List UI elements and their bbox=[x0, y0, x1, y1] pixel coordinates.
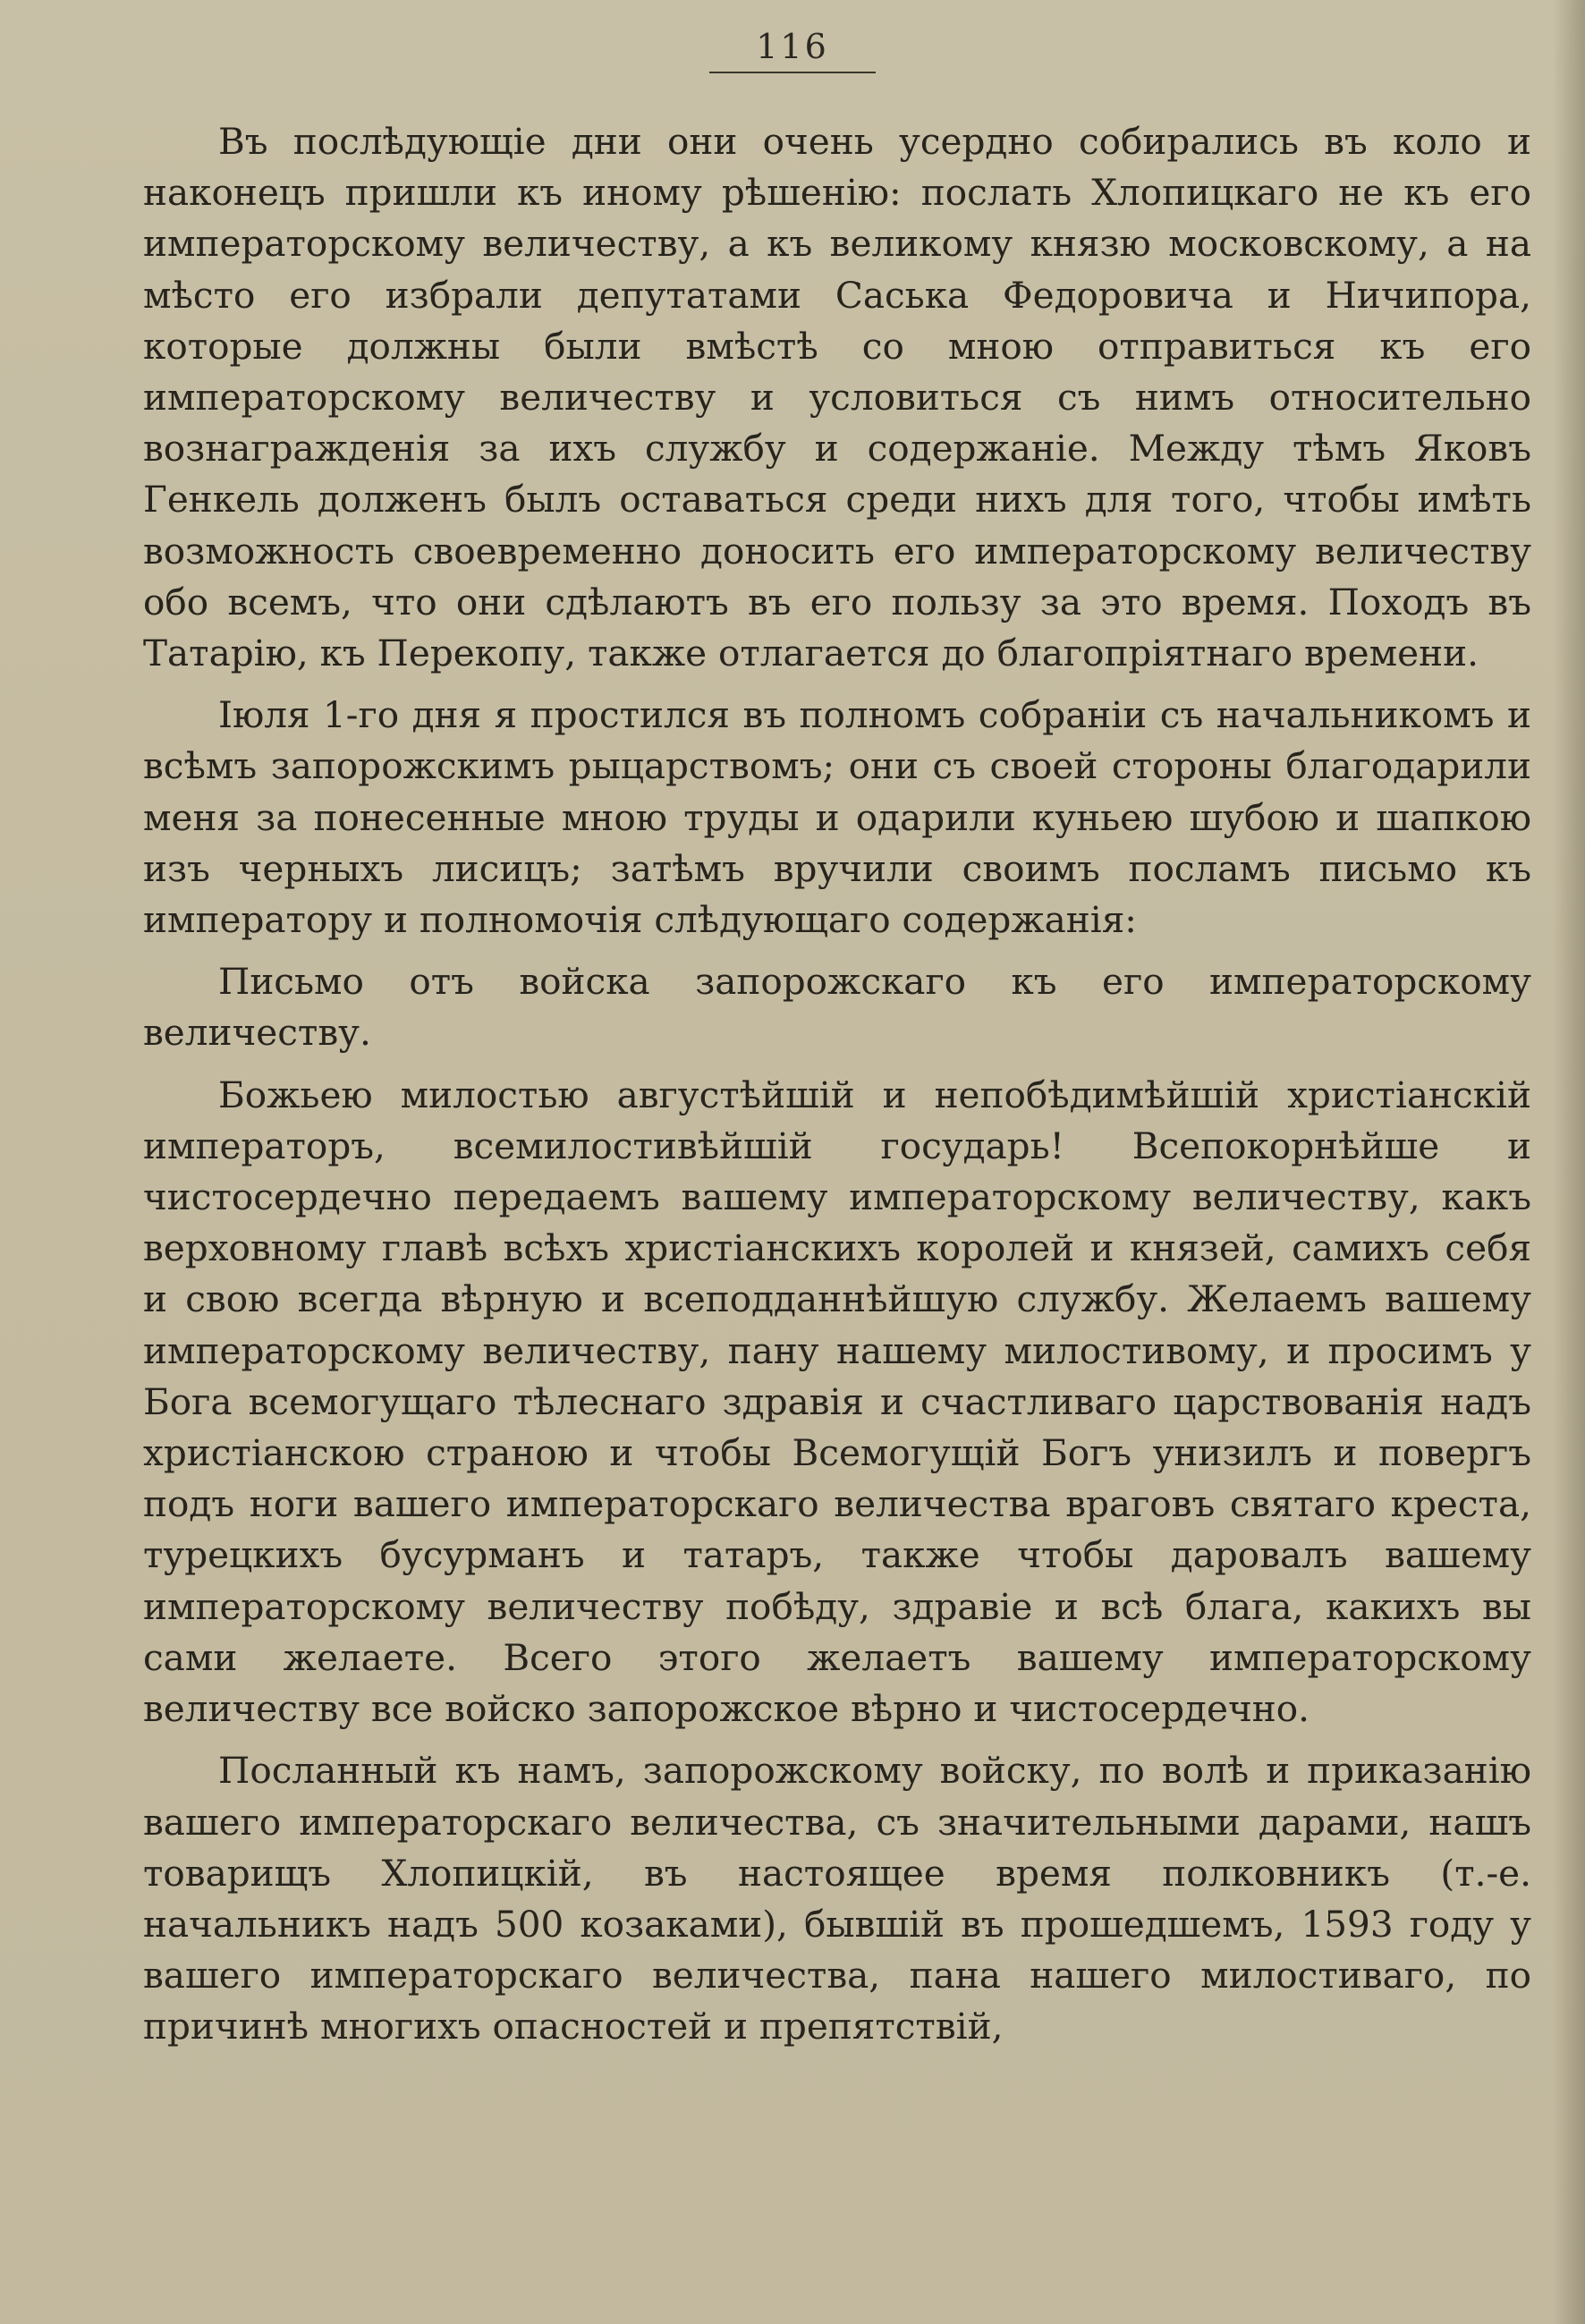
paragraph: Въ послѣдующіе дни они очень усердно собирались въ коло и наконецъ пришли къ иному рѣшенію: послать Хлопицкаго не къ его императорскому величеству, а къ великому князю московскому, а на мѣсто его избрали депутатами Саська Федоровича и Ничипора, которые должны были вмѣстѣ со мною отправиться къ его императорскому величеству и условиться съ нимъ относительно вознагражденія за ихъ службу и содержаніе. Между тѣмъ Яковъ Генкель долженъ былъ оставаться среди нихъ для того, чтобы имѣть возможность своевременно доносить его императорскому величеству обо всемъ, что они сдѣлаютъ въ его пользу за это время. Походъ въ Татарію, къ Перекопу, также отлагается до благопріятнаго времени. bbox=[143, 120, 1531, 675]
paragraph: Іюля 1-го дня я простился въ полномъ собраніи съ начальникомъ и всѣмъ запорожскимъ рыцарствомъ; они съ своей стороны благодарили меня за понесенные мною труды и одарили куньею шубою и шапкою изъ черныхъ лисицъ; затѣмъ вручили своимъ посламъ письмо къ императору и полномочія слѣдующаго содержанія: bbox=[143, 693, 1531, 942]
body-text bbox=[143, 116, 1531, 2053]
paragraph: Посланный къ намъ, запорожскому войску, по волѣ и приказанію вашего императорскаго величества, съ значительными дарами, нашъ товарищъ Хлопицкій, въ настоящее время полковникъ (т.-е. начальникъ надъ 500 козаками), бывшій въ прошедшемъ, 1593 году у вашего императорскаго величества, пана нашего милостиваго, по причинѣ многихъ опасностей и препятствій, bbox=[143, 1749, 1531, 2048]
header-rule bbox=[709, 72, 876, 73]
page-number: 116 bbox=[756, 27, 829, 66]
paragraph: Божьею милостью августѣйшій и непобѣдимѣйшій христіанскій императоръ, всемилостивѣйшій государь! Всепокорнѣйше и чистосердечно передаемъ вашему императорскому величеству, какъ верховному главѣ всѣхъ христіанскихъ королей и князей, самихъ себя и свою всегда вѣрную и всеподданнѣйшую службу. Желаемъ вашему императорскому величеству, пану нашему милостивому, и просимъ у Бога всемогущаго тѣлеснаго здравія и счастливаго царствованія надъ христіанскою страною и чтобы Всемогущій Богъ унизилъ и повергъ подъ ноги вашего императорскаго величества враговъ святаго креста, турецкихъ бусурманъ и татаръ, также чтобы даровалъ вашему императорскому величеству побѣду, здравіе и всѣ блага, какихъ вы сами желаете. Всего этого желаетъ вашему императорскому величеству все войско запорожское вѣрно и чистосердечно. bbox=[143, 1073, 1531, 1731]
paragraph: Письмо отъ войска запорожскаго къ его императорскому величеству. bbox=[143, 960, 1531, 1055]
page-header bbox=[54, 27, 1531, 73]
